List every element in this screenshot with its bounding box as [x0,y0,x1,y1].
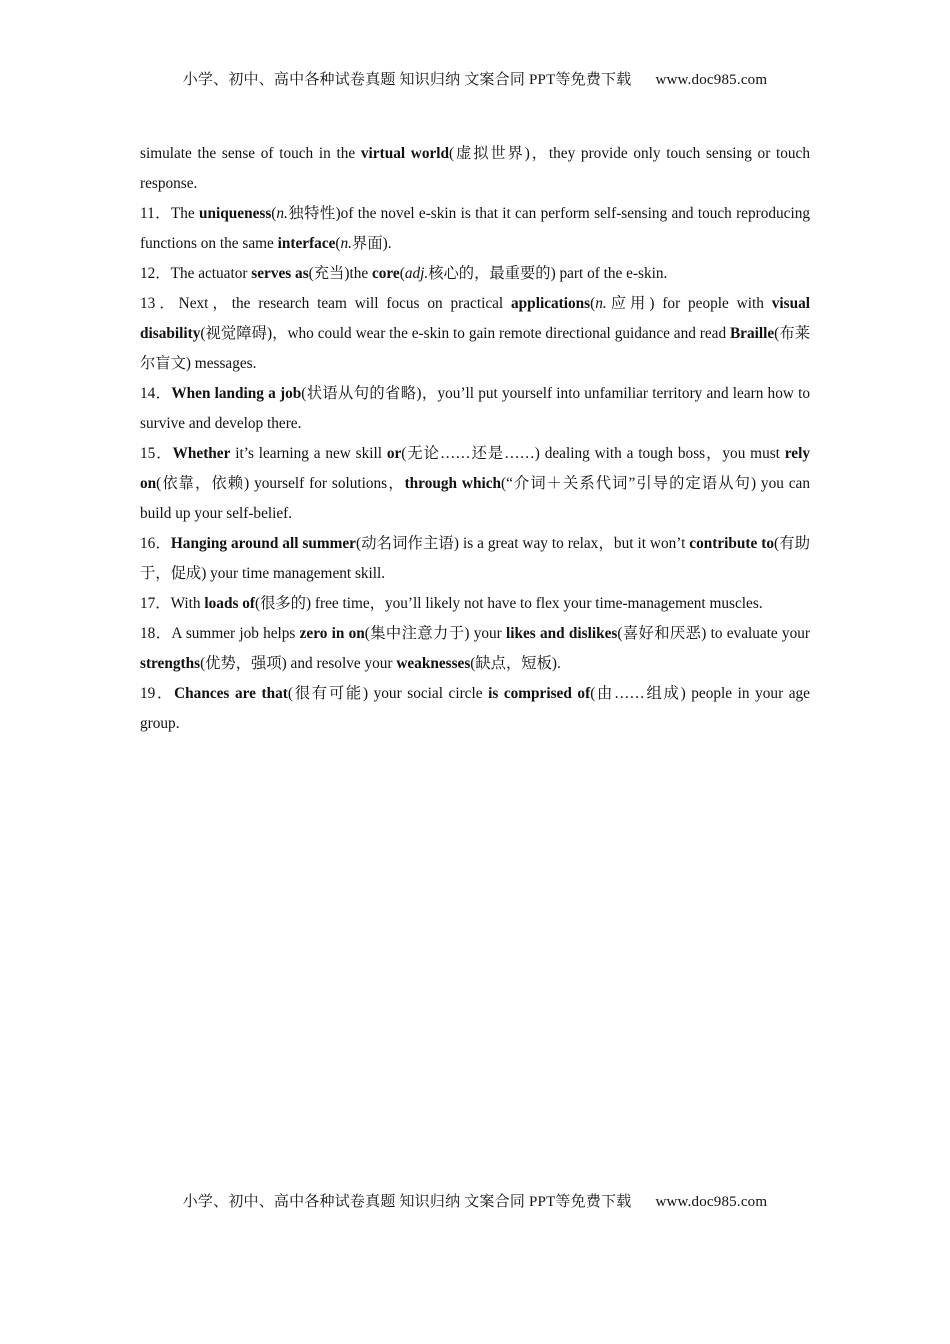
text-segment: (视觉障碍)，who could wear the e-skin to gain remote directional guidance and read [200,325,730,342]
paragraph-p14 [140,379,810,439]
key-phrase: applications [511,295,591,312]
paragraph-p10-cont [140,139,810,199]
text-segment: (集中注意力于) your [364,625,506,642]
header-url: www.doc985.com [655,72,768,88]
page-header [0,68,950,89]
text-segment: 应用) for people with [606,295,772,312]
paragraph-p13 [140,289,810,379]
text-segment: 独特性)of the novel e-skin is that it can perform self-sensing and touch reproducing functions on the same [140,205,810,252]
key-phrase: serves as [251,265,309,282]
text-segment: (动名词作主语) is a great way to relax，but it won’t [355,535,690,552]
part-of-speech: n. [595,295,607,312]
text-segment: (“介词＋关系代词”引导的定语从句) you can build up your self-belief. [140,475,810,522]
text-segment: (依靠，依赖) yourself for solutions， [156,475,405,492]
text-segment: (有助于，促成) your time management skill. [140,535,810,582]
text-segment: 19． [140,685,175,702]
key-phrase: Whether [172,445,231,462]
text-segment: (布莱尔盲文) messages. [140,325,810,372]
key-phrase: core [371,265,400,282]
text-segment: 15． [140,445,173,462]
text-segment: (很有可能) your social circle [287,685,489,702]
paragraph-p11 [140,199,810,259]
key-phrase: uniqueness [199,205,272,222]
footer-url: www.doc985.com [655,1194,768,1210]
key-phrase: interface [277,235,336,252]
text-segment: 11．The [140,205,199,222]
text-segment: 17．With [140,595,205,612]
key-phrase: loads of [204,595,255,612]
text-segment: (由……组成) people in your age group. [140,685,810,732]
text-segment: 16． [140,535,171,552]
key-phrase: virtual world [360,145,450,162]
paragraph-p17 [140,589,810,619]
key-phrase: zero in on [299,625,365,642]
key-phrase: contribute to [689,535,774,552]
key-phrase: Chances are that [174,685,288,702]
page-footer [0,1190,950,1211]
key-phrase: through which [404,475,501,492]
key-phrase: strengths [140,655,201,672]
text-segment: (优势，强项) and resolve your [200,655,397,672]
text-segment: 14． [140,385,172,402]
text-segment: ( [335,235,341,252]
key-phrase: visual disability [140,295,810,342]
text-segment: (缺点，短板). [470,655,561,672]
text-segment: 界面). [352,235,392,252]
header-text: 小学、初中、高中各种试卷真题 知识归纳 文案合同 PPT等免费下载 [182,72,632,88]
part-of-speech: adj. [404,265,429,282]
paragraph-p15 [140,439,810,529]
paragraph-p19 [140,679,810,739]
key-phrase: rely on [140,445,810,492]
text-segment: ( [271,205,277,222]
key-phrase: Braille [729,325,775,342]
text-segment: 核心的，最重要的) part of the e-skin. [428,265,668,282]
key-phrase: is comprised of [488,685,591,702]
text-segment: (很多的) free time，you’ll likely not have to flex your time-management muscles. [254,595,763,612]
text-segment: (喜好和厌恶) to evaluate your [617,625,810,642]
part-of-speech: n. [276,205,288,222]
key-phrase: When landing a job [171,385,302,402]
part-of-speech: n. [340,235,353,252]
text-segment: it’s learning a new skill [230,445,387,462]
key-phrase: Hanging around all summer [170,535,356,552]
text-segment: simulate the sense of touch in the [140,145,361,162]
text-segment: 13．Next，the research team will focus on practical [140,295,512,312]
paragraph-p16 [140,529,810,589]
text-segment: ( [399,265,405,282]
key-phrase: weaknesses [396,655,471,672]
text-segment: (虚拟世界)，they provide only touch sensing or touch response. [140,145,810,192]
text-segment: (状语从句的省略)，you’ll put yourself into unfamiliar territory and learn how to survive and develop there. [140,385,810,432]
key-phrase: likes and dislikes [506,625,618,642]
document-body [140,139,810,739]
key-phrase: or [386,445,402,462]
text-segment: ( [590,295,596,312]
text-segment: 18．A summer job helps [140,625,300,642]
text-segment: 12．The actuator [140,265,252,282]
footer-text: 小学、初中、高中各种试卷真题 知识归纳 文案合同 PPT等免费下载 [182,1194,632,1210]
paragraph-p18 [140,619,810,679]
paragraph-p12 [140,259,810,289]
text-segment: (充当)the [308,265,372,282]
text-segment: (无论……还是……) dealing with a tough boss，you must [401,445,785,462]
